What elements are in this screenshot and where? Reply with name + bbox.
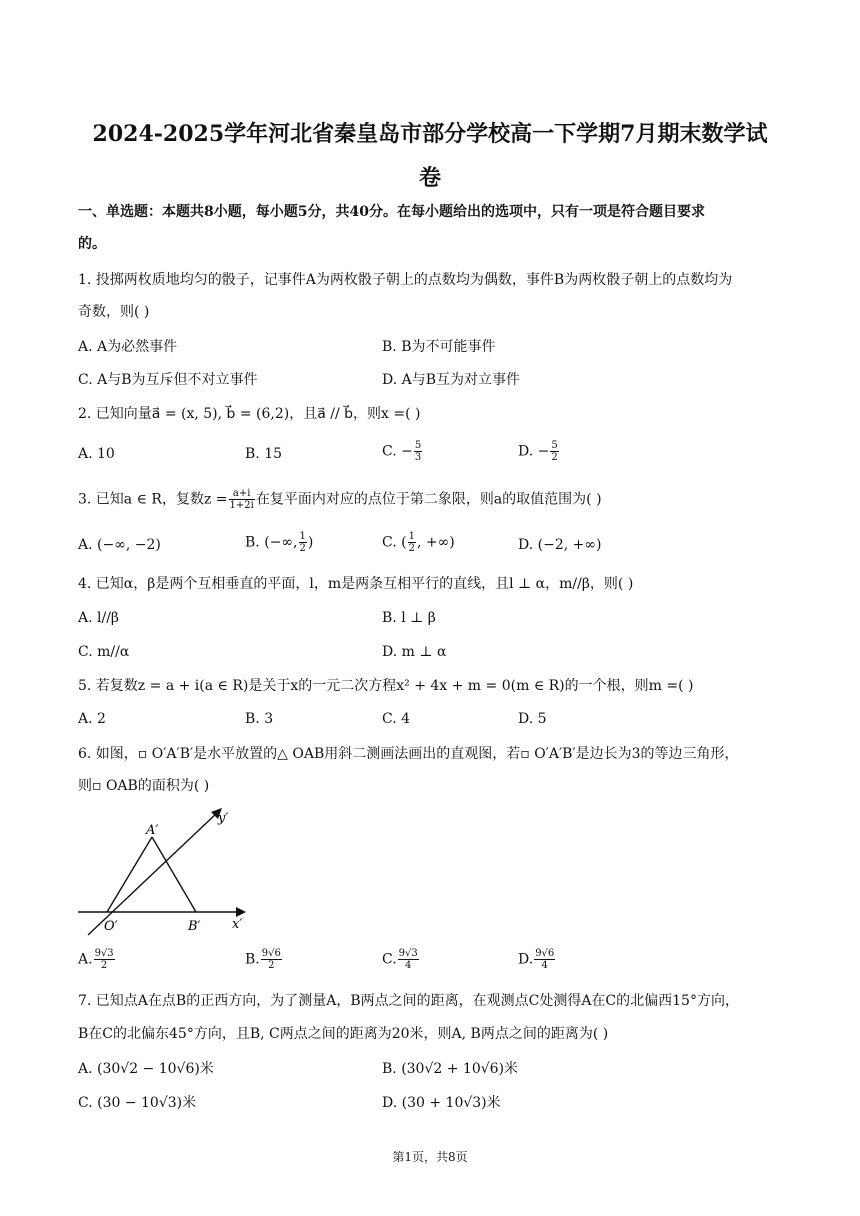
question-6-option-b: B. $\frac{9√6}{2}$ <box>245 948 281 971</box>
question-4-stem: 4. 已知α，β是两个互相垂直的平面，l，m是两条互相平行的直线，且l ⊥ α，m//β，则( ) <box>78 576 634 592</box>
question-7-stem-cont: B在C的北偏东45°方向，且B, C两点之间的距离为20米，则A, B两点之间的距离为( ) <box>78 1026 609 1042</box>
question-7-stem: 7. 已知点A在点B的正西方向，为了测量A，B两点之间的距离，在观测点C处测得A在C的北偏西15°方向， <box>78 993 739 1009</box>
question-3-option-d: D. (−2, +∞) <box>518 537 602 553</box>
oblique-triangle-figure <box>70 800 260 945</box>
fraction: $\frac{5}{2}$ <box>551 440 558 463</box>
question-6-option-d: D. $\frac{9√6}{4}$ <box>518 948 555 971</box>
question-1-option-a: A. A为必然事件 <box>78 339 178 355</box>
question-1-option-b: B. B为不可能事件 <box>382 339 496 355</box>
question-3-option-b: B. (−∞, $\frac{1}{2}$ ) <box>245 531 314 554</box>
page-footer: 第1页，共8页 <box>392 1150 468 1164</box>
question-2-stem: 2. 已知向量a⃗ = (x, 5), b⃗ = (6,2)，且a⃗ // b⃗，则x =( ) <box>78 406 421 422</box>
question-1-option-d: D. A与B互为对立事件 <box>382 372 521 388</box>
question-4-option-d: D. m ⊥ α <box>382 644 447 660</box>
question-2-option-d: D. − $\frac{5}{2}$ <box>518 440 558 463</box>
side-ab <box>152 837 196 912</box>
fraction: $\frac{5}{3}$ <box>414 440 422 463</box>
fraction: $\frac{9√6}{4}$ <box>535 948 555 971</box>
question-3-option-a: A. (−∞, −2) <box>78 537 161 553</box>
question-7-option-c: C. (30 − 10√3)米 <box>78 1095 197 1111</box>
fraction: $\frac{9√3}{4}$ <box>398 948 418 971</box>
fraction: $\frac{a+i}{1+2i}$ <box>229 488 254 511</box>
question-3-stem: 3. 已知a ∈ R，复数z = $\frac{a+i}{1+2i}$ 在复平面内对应的点位于第二象限，则a的取值范围为( ) <box>78 488 602 511</box>
fraction: $\frac{9√3}{2}$ <box>94 948 114 971</box>
question-1-stem-cont: 奇数，则( ) <box>78 304 150 320</box>
section-heading-cont: 的。 <box>78 236 106 252</box>
question-6-option-a: A. $\frac{9√3}{2}$ <box>78 948 114 971</box>
fraction: $\frac{1}{2}$ <box>408 531 415 554</box>
question-4-option-b: B. l ⊥ β <box>382 610 436 626</box>
question-2-option-b: B. 15 <box>245 446 283 462</box>
question-6-stem-cont: 则▫ OAB的面积为( ) <box>78 778 210 794</box>
side-oa <box>107 837 152 912</box>
question-2-option-c: C. − $\frac{5}{3}$ <box>382 440 422 463</box>
label-o: O′ <box>104 919 118 934</box>
question-5-option-c: C. 4 <box>382 711 411 727</box>
question-6-option-c: C. $\frac{9√3}{4}$ <box>382 948 418 971</box>
question-5-stem: 5. 若复数z = a + i(a ∈ R)是关于x的一元二次方程x² + 4x + m = 0(m ∈ R)的一个根，则m =( ) <box>78 678 694 694</box>
question-5-option-b: B. 3 <box>245 711 274 727</box>
fraction: $\frac{9√6}{2}$ <box>261 948 281 971</box>
question-7-option-a: A. (30√2 − 10√6)米 <box>78 1061 214 1077</box>
label-a: A′ <box>146 823 159 838</box>
question-5-option-a: A. 2 <box>78 711 106 727</box>
question-3-option-c: C. ( $\frac{1}{2}$ , +∞) <box>382 531 455 554</box>
section-heading: 一、单选题：本题共8小题，每小题5分，共40分。在每小题给出的选项中，只有一项是符合题目要求 <box>78 204 705 220</box>
page-title: 2024-2025学年河北省秦皇岛市部分学校高一下学期7月期末数学试 <box>92 121 768 147</box>
question-4-option-a: A. l//β <box>78 610 120 626</box>
label-b: B′ <box>188 919 201 934</box>
question-7-option-d: D. (30 + 10√3)米 <box>382 1095 501 1111</box>
label-y: y′ <box>218 811 229 826</box>
question-6-stem: 6. 如图，▫ O′A′B′是水平放置的△ OAB用斜二测画法画出的直观图，若▫ O′A′B′是边长为3的等边三角形， <box>78 746 739 762</box>
question-2-option-a: A. 10 <box>78 446 115 462</box>
question-1-option-c: C. A与B为互斥但不对立事件 <box>78 372 258 388</box>
question-4-option-c: C. m//α <box>78 644 130 660</box>
x-axis-arrow <box>236 907 246 917</box>
page-title-cont: 卷 <box>418 165 441 191</box>
label-x: x′ <box>232 917 243 932</box>
fraction: $\frac{1}{2}$ <box>299 531 306 554</box>
question-1-stem: 1. 投掷两枚质地均匀的骰子，记事件A为两枚骰子朝上的点数均为偶数，事件B为两枚骰子朝上的点数均为 <box>78 272 733 288</box>
question-7-option-b: B. (30√2 + 10√6)米 <box>382 1061 519 1077</box>
question-5-option-d: D. 5 <box>518 711 547 727</box>
